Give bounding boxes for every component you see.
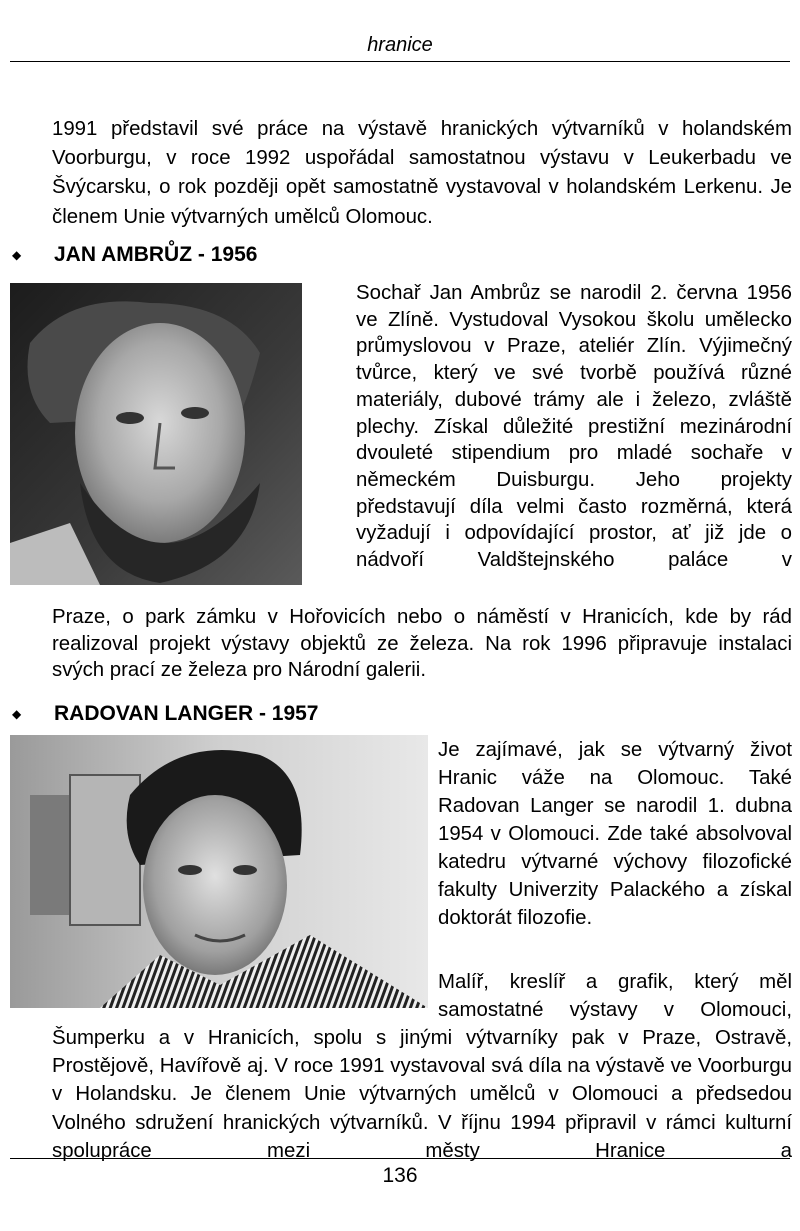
portrait-photo-langer [10, 735, 428, 1008]
ambruz-text-below: Praze, o park zámku v Hořovicích nebo o náměstí v Hranicích, kde by rád realizoval projekt výstavy objektů ze železa. Na rok 1996 připravuje instalaci svých prací ze železa pro Národní galerii. [52, 606, 792, 682]
diamond-bullet-icon: ◆ [12, 248, 22, 262]
ambruz-text-beside: Sochař Jan Ambrůz se narodil 2. června 1956 ve Zlíně. Vystudoval Vysokou školu umělecko průmyslovou v Praze, ateliér Zlín. Výjimečný tvůrce, který ve své tvorbě používá různé materiály, dubové trámy ale i železo, zvláště plechy. Získal důležité prestižní mezinárodní dvouleté stipendium pro mladé sochaře v německém Duisburgu. Jeho projekty představují díla velmi často rozměrná, která vyžadují i odpovídající prostor, ať již jde o nádvoří Valdštejnského paláce v [356, 282, 792, 572]
langer-text-beside-2: Malíř, kreslíř a grafik, který měl samostatné výstavy v Olomouci, [438, 971, 792, 1022]
intro-paragraph: 1991 představil své práce na výstavě hranických výtvarníků v holandském Voorburgu, v roce 1992 uspořádal samostatnou výstavu v Leukerbadu ve Švýcarsku, o rok později opět samostatně vystavoval v holandském Lerkenu. Je členem Unie výtvarných umělců Olomouc. [52, 118, 792, 228]
langer-text-below: Šumperku a v Hranicích, spolu s jinými výtvarníky pak v Praze, Ostravě, Prostějově, Havířově aj. V roce 1991 vystavoval svá díla na výstavě ve Voorburgu v Holandsku. Je členem Unie výtvarných umělců v Olomouci a předsedou Volného sdružení hranických výtvarníků. V říjnu 1994 připravil v rámci kulturní spolupráce mezi městy Hranice a [52, 1027, 792, 1162]
footer-rule [10, 1158, 790, 1159]
heading-text: JAN AMBRŮZ - 1956 [54, 243, 258, 266]
heading-text: RADOVAN LANGER - 1957 [54, 702, 319, 725]
header-title: hranice [367, 34, 433, 56]
section-heading-langer [10, 702, 319, 726]
page-number: 136 [382, 1164, 418, 1187]
diamond-bullet-icon: ◆ [12, 707, 22, 721]
section-heading-ambruz [10, 243, 257, 267]
portrait-photo-ambruz [10, 283, 302, 585]
header-rule [10, 61, 790, 62]
langer-text-beside-1: Je zajímavé, jak se výtvarný život Hranic váže na Olomouc. Také Radovan Langer se narodil 1. dubna 1954 v Olomouci. Zde také absolvoval katedru výtvarné výchovy filozofické fakulty Univerzity Palackého a získal doktorát filozofie. [438, 739, 792, 929]
